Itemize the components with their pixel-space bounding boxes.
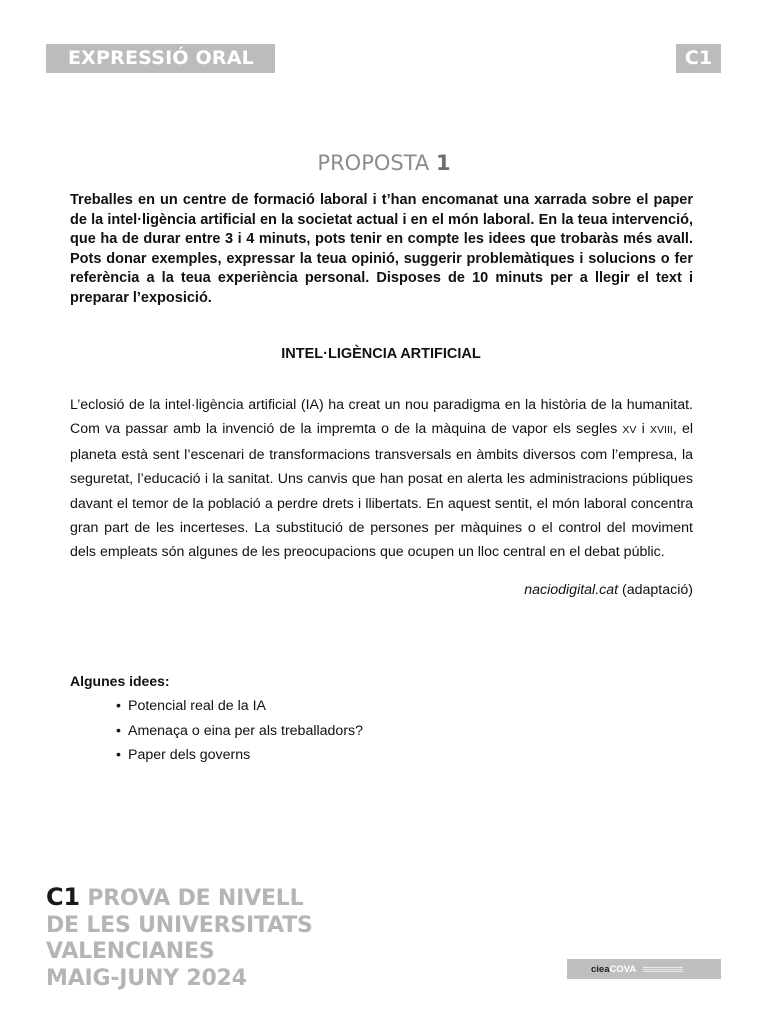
footer-line-1: C1 PROVA DE NIVELL [46, 883, 304, 911]
bullet: • [116, 722, 121, 739]
idea-item [116, 719, 363, 744]
source-name: naciodigital.cat [524, 582, 619, 598]
idea-item [116, 694, 363, 719]
source-note: (adaptació) [618, 582, 693, 598]
level-badge: C1 [676, 44, 721, 73]
logo-text-lines [643, 967, 683, 972]
logo-wordmark: cieaCOVA [591, 963, 637, 975]
proposal-label: PROPOSTA [317, 151, 430, 175]
footer-line-4: MAIG-JUNY 2024 [46, 965, 247, 991]
reading-text [70, 393, 693, 565]
ideas-title: Algunes idees: [70, 673, 170, 689]
ideas-list [116, 694, 363, 768]
exam-footer-title [46, 884, 313, 992]
proposal-heading [0, 151, 768, 175]
footer-level: C1 [46, 883, 80, 911]
text-title: INTEL·LIGÈNCIA ARTIFICIAL [281, 346, 481, 362]
idea-text: Paper dels governs [128, 747, 251, 763]
proposal-number: 1 [435, 151, 451, 175]
section-header: EXPRESSIÓ ORAL [46, 44, 275, 73]
reading-text-part2: , el planeta està sent l’escenari de transformacions transversals en àmbits diversos com l’empresa, la seguretat, l’educació i la sanitat. Uns canvis que han posat en alerta les administracions públiques davant el temor de la població a perdre drets i llibertats. En aquest sentit, el món laboral concentra gran part de les incerteses. La substitució de persones per màquines o el control del moviment dels empleats són algunes de les preocupacions que ocupen un lloc central en el debat públic. [70, 421, 693, 561]
idea-item [116, 743, 363, 768]
ciea-cova-logo [567, 959, 721, 979]
reading-text-part1: L’eclosió de la intel·ligència artificial (IA) ha creat un nou paradigma en la història de la humanitat. Com va passar amb la invenció de la impremta o de la màquina de vapor els segles [70, 397, 693, 438]
idea-text: Amenaça o eina per als treballadors? [128, 722, 364, 739]
bullet: • [116, 747, 121, 763]
source-citation [524, 582, 693, 598]
footer-line-2: DE LES UNIVERSITATS [46, 912, 313, 938]
bullet: • [116, 698, 121, 714]
task-instructions: Treballes en un centre de formació laboral i t’han encomanat una xarrada sobre el paper de la intel·ligència artificial en la societat actual i en el món laboral. En la teua intervenció, que ha de durar entre 3 i 4 minuts, pots tenir en compte les idees que trobaràs més avall. Pots donar exemples, expressar la teua opinió, suggerir problemàtiques i solucions o fer referència a la teua experiència personal. Disposes de 10 minuts per a llegir el text i preparar l’exposició. [70, 192, 693, 306]
conjunction: i [636, 421, 651, 438]
idea-text: Potencial real de la IA [128, 698, 267, 714]
century-xviii: XVIII [650, 424, 673, 437]
footer-line-3: VALENCIANES [46, 939, 215, 964]
century-xv: XV [622, 424, 637, 437]
